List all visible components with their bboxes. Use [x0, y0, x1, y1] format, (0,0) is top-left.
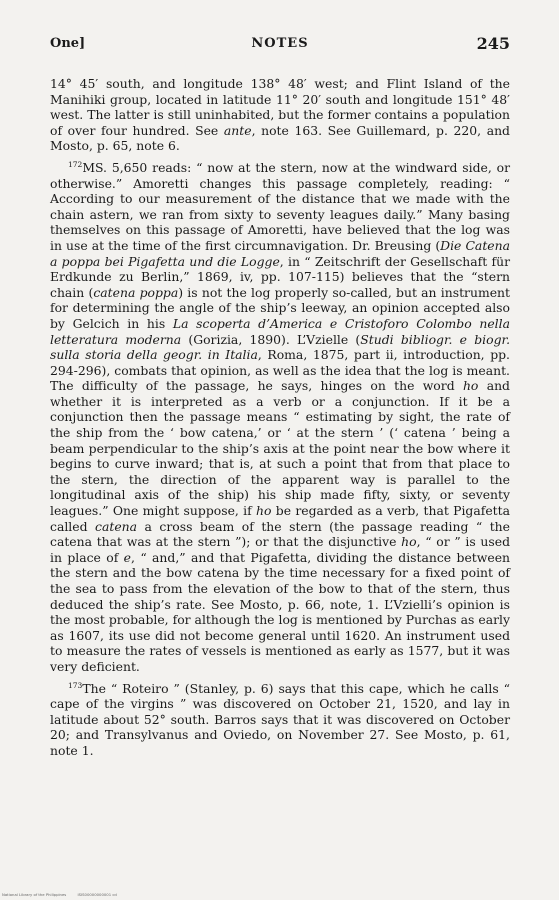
note-number: 173 [68, 680, 83, 690]
italic-text: ho [462, 378, 479, 394]
italic-text: catena poppa [93, 284, 179, 300]
text-run: (Gorizia, 1890). L’Vzielle ( [181, 331, 361, 347]
text-run: , “ and,” and that Pigafetta, dividing the distance between the stern and the bow catena by the time necessary for a fixed point of the sea to pass from the elevation of the bow to that of the stern, thus deduced the ship’s rate. See Mosto, p. 66, note, 1. L’Vzielli’s opinion is the most probable, for although the log is mentioned by Purchas as early as 1607, its use did not become general until 1620. An instrument used to measure the rates of vessels is mentioned as early as 1577, but it was very deficient. [50, 549, 511, 674]
text-run: MS. 5,650 reads: “ now at the stern, now at the windward side, or otherwise.” Amoretti changes this passage completely, reading: “ According to our measurement of the distance that we made with the chain astern, we ran from sixty to seventy leagues daily.” Many basing themselves on this passage of Amoretti, have believed that the log was in use at the time of the first circumnavigation. Dr. Breusing ( [50, 159, 510, 253]
footer-code: ISIS00000000001 cd [77, 892, 117, 897]
note-number: 172 [68, 159, 83, 169]
italic-text: ho [401, 534, 417, 550]
footnote-paragraph [50, 160, 510, 675]
text-run: a cross beam of the stern (the passage reading “ the catena that was at the stern ”); or that the disjunctive [50, 518, 510, 550]
text-run: The “ Roteiro ” (Stanley, p. 6) says that this cape, which he calls “ cape of the virgins ” was discovered on October 21, 1520, and lay in latitude about 52° south. Barros says that it was discovered on October 20; and Transylvanus and Oviedo, on November 27. See Mosto, p. 61, note 1. [50, 680, 510, 758]
italic-text: e [123, 549, 132, 565]
text-run: 14° 45′ south, and longitude 138° 48′ west; and Flint Island of the Manihiki group, located in latitude 11° 20′ south and longitude 151° 48′ west. The latter is still uninhabited, but the former contains a population of over four hundred. See [50, 76, 510, 138]
running-title: NOTES [251, 36, 309, 51]
text-run: ) is not the log properly so-called, but an instrument for determining the angle of the ship’s leeway, an opinion accepted also by Gelcich in his [50, 284, 510, 331]
italic-text: Studi bibliogr. e biogr. sulla storia della geogr. in Italia [50, 331, 511, 363]
footnote-paragraph [50, 681, 510, 759]
footer-library: National Library of the Philippines [2, 892, 67, 897]
text-run: , Roma, 1875, part ii, introduction, pp. 294-296), combats that opinion, as well as the idea that the log is meant. The difficulty of the passage, he says, hinges on the word [50, 347, 510, 394]
continuation-paragraph [50, 76, 510, 154]
text-run: and whether it is interpreted as a verb or a conjunction. If it be a conjunction then the passage means “ estimating by sight, the rate of the ship from the ‘ bow catena,’ or ‘ at the stern ’ (‘ catena ’ being a beam perpendicular to the ship’s axis at the point near the bow where it begins to curve inward; that is, at such a point that from that place to the stern, the direction of the apparent way is parallel to the longitudinal axis of the ship) his ship made fifty, sixty, or seventy leagues.” One might suppose, if [50, 378, 510, 519]
italic-text: catena [95, 518, 138, 534]
italic-text: ante [223, 122, 252, 138]
text-run: be regarded as a verb, that Pigafetta called [50, 503, 511, 534]
text-run: , “ or ” is used in place of [50, 534, 511, 565]
page-number: 245 [476, 34, 510, 53]
italic-text: ho [256, 503, 272, 519]
page-footer [2, 892, 127, 897]
chapter-marker: One] [50, 36, 86, 51]
notes-body [50, 76, 510, 759]
italic-text: Die Catena a poppa bei Pigafetta und die Logge [50, 237, 510, 269]
text-run: , in “ Zeitschrift der Gesellschaft für Erdkunde zu Berlin,” 1869, iv, pp. 107-115) believes that the “stern chain ( [50, 253, 510, 300]
running-head [50, 36, 510, 56]
text-run: , note 163. See Guillemard, p. 220, and Mosto, p. 65, note 6. [50, 122, 510, 154]
italic-text: La scoperta d’America e Cristoforo Colombo nella letteratura moderna [50, 315, 510, 347]
